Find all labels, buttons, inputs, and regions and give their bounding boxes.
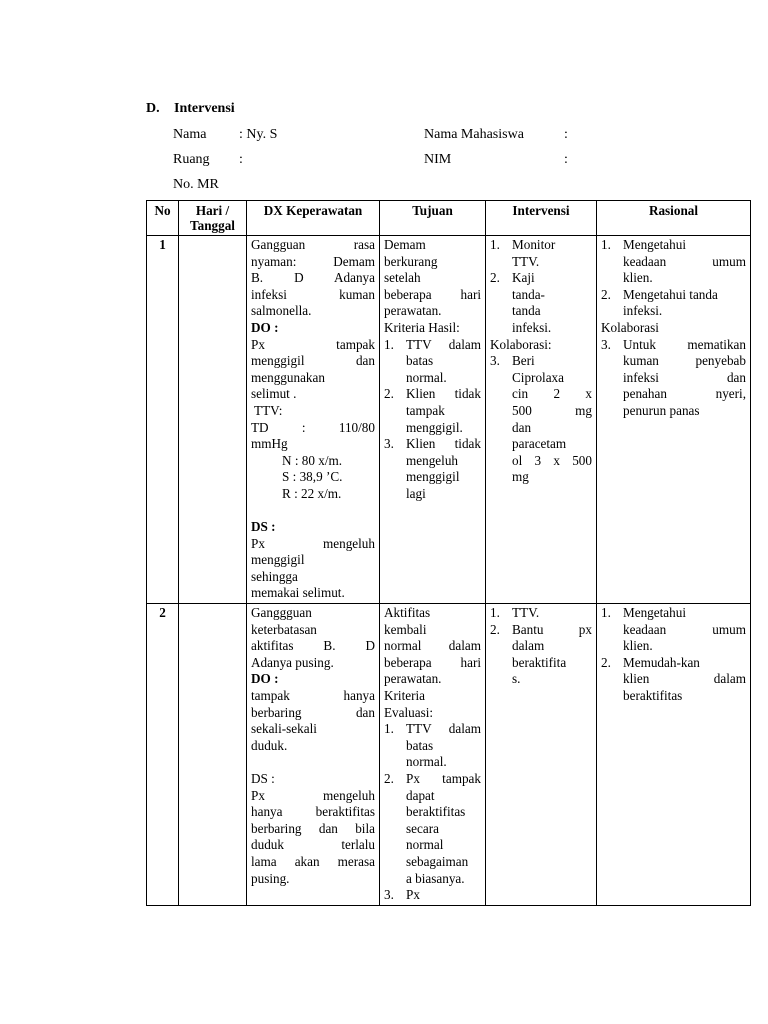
rasional-cell bbox=[597, 236, 751, 604]
list-line: menggigil bbox=[406, 469, 460, 485]
tujuan-line: normal dalam bbox=[384, 638, 481, 654]
table-row bbox=[147, 604, 751, 906]
dx-line: memakai selimut. bbox=[251, 585, 345, 601]
list-line: batas bbox=[406, 353, 434, 369]
dx-line: menggunakan bbox=[251, 369, 325, 385]
list-line: kuman penyebab bbox=[623, 353, 746, 369]
dx-line: berbaring dan bila bbox=[251, 820, 375, 836]
dx-line: Px mengeluh bbox=[251, 535, 375, 551]
list-line: infeksi dan bbox=[623, 369, 746, 385]
dx-line: Ganggguan bbox=[251, 605, 312, 621]
kriteria-list bbox=[384, 721, 481, 904]
list-marker: 1. bbox=[490, 605, 500, 621]
list-line: secara bbox=[406, 820, 439, 836]
list-line: sebagaiman bbox=[406, 853, 469, 869]
kriteria-list bbox=[384, 337, 481, 503]
tujuan-line: setelah bbox=[384, 270, 421, 286]
dx-line: TD : 110/80 bbox=[251, 419, 375, 435]
header-hari bbox=[179, 201, 247, 236]
list-line: beraktifitas bbox=[623, 688, 683, 704]
nim-label: NIM bbox=[424, 152, 452, 167]
list-marker: 1. bbox=[601, 237, 611, 252]
dx-line: duduk terlalu bbox=[251, 837, 375, 853]
list-line: Bantu px bbox=[512, 621, 592, 637]
tujuan-line: Kriteria bbox=[384, 688, 426, 704]
list-line: penahan nyeri, bbox=[623, 386, 746, 402]
dx-line: salmonella. bbox=[251, 303, 312, 319]
list-marker: 2. bbox=[490, 270, 500, 286]
list-item bbox=[384, 386, 481, 436]
tujuan-line: beberapa hari bbox=[384, 654, 481, 670]
list-line: Klien tidak bbox=[406, 386, 481, 402]
list-marker: 3. bbox=[601, 336, 611, 352]
header-hari-line-1: Hari / bbox=[195, 203, 230, 218]
tujuan-line: kembali bbox=[384, 621, 427, 637]
list-line: infeksi. bbox=[623, 303, 663, 319]
rasional-list-kolab bbox=[601, 337, 746, 420]
list-line: Px tampak bbox=[406, 771, 481, 786]
list-item bbox=[490, 353, 592, 486]
dx-line: aktifitas B. D bbox=[251, 638, 375, 654]
dx-line: TTV: bbox=[251, 402, 283, 418]
list-line: dapat bbox=[406, 787, 435, 803]
list-line: ol 3 x 500 bbox=[512, 452, 592, 468]
kolaborasi-label: Kolaborasi bbox=[601, 319, 659, 335]
tujuan-line: beberapa hari bbox=[384, 286, 481, 302]
list-line: beraktifita bbox=[512, 654, 567, 670]
nama-label: Nama bbox=[173, 127, 207, 142]
list-marker: 1. bbox=[384, 721, 394, 737]
list-line: TTV. bbox=[512, 605, 540, 621]
rasional-list bbox=[601, 605, 746, 705]
list-line: s. bbox=[512, 671, 521, 687]
list-line: penurun panas bbox=[623, 402, 700, 418]
list-line: normal. bbox=[406, 369, 447, 385]
tujuan-line: Kriteria Hasil: bbox=[384, 319, 460, 335]
dx-line: infeksi kuman bbox=[251, 286, 375, 302]
list-line: Memudah-kan bbox=[623, 654, 700, 670]
list-line: normal. bbox=[406, 754, 447, 770]
tujuan-line: berkurang bbox=[384, 253, 438, 269]
list-item bbox=[384, 887, 481, 904]
list-line: paracetam bbox=[512, 436, 567, 452]
table-row bbox=[147, 236, 751, 604]
section-heading bbox=[146, 101, 235, 118]
list-line: dalam bbox=[512, 638, 545, 654]
list-line: Kaji bbox=[512, 270, 535, 286]
list-marker: 2. bbox=[384, 386, 394, 402]
tujuan-line: Evaluasi: bbox=[384, 704, 434, 720]
dx-line: berbaring dan bbox=[251, 704, 375, 720]
list-marker: 3. bbox=[490, 353, 500, 369]
list-marker: 2. bbox=[384, 771, 394, 786]
list-line: tampak bbox=[406, 402, 445, 418]
mahasiswa-label: Nama Mahasiswa bbox=[424, 127, 524, 142]
dx-line: keterbatasan bbox=[251, 621, 317, 637]
table-header-row bbox=[147, 201, 751, 236]
list-marker: 2. bbox=[601, 286, 611, 302]
list-line: Klien tidak bbox=[406, 436, 481, 452]
list-marker: 3. bbox=[384, 436, 394, 452]
dx-do-label: DO : bbox=[251, 319, 279, 335]
list-line: menggigil. bbox=[406, 419, 463, 435]
intervensi-cell bbox=[486, 604, 597, 906]
list-line: TTV dalam bbox=[406, 336, 481, 352]
list-marker: 3. bbox=[384, 887, 394, 903]
dx-ds-label: DS : bbox=[251, 771, 275, 786]
nama-value: : Ny. S bbox=[239, 127, 278, 142]
dx-do-label: DO : bbox=[251, 671, 279, 687]
list-item bbox=[601, 237, 746, 287]
dx-ds-label: DS : bbox=[251, 519, 276, 535]
list-line: cin 2 x bbox=[512, 386, 592, 402]
list-item bbox=[601, 605, 746, 655]
dx-line: duduk. bbox=[251, 737, 288, 753]
dx-line: mmHg bbox=[251, 436, 288, 452]
mahasiswa-value: : bbox=[564, 127, 568, 142]
dx-vital-line: N : 80 x/m. bbox=[282, 452, 343, 468]
dx-line: menggigil bbox=[251, 552, 305, 568]
list-line: keadaan umum bbox=[623, 621, 746, 637]
kolaborasi-label: Kolaborasi: bbox=[490, 336, 552, 352]
rasional-list bbox=[601, 237, 746, 320]
list-line: Mengetahui bbox=[623, 605, 686, 621]
intervention-table bbox=[146, 200, 751, 906]
list-line: Mengetahui tanda bbox=[623, 286, 718, 302]
list-line: TTV dalam bbox=[406, 721, 481, 737]
intervensi-cell bbox=[486, 236, 597, 604]
spacer bbox=[251, 503, 375, 520]
tujuan-line: perawatan. bbox=[384, 303, 442, 319]
dx-vital-line: S : 38,9 ’C. bbox=[282, 469, 343, 485]
header-rasional: Rasional bbox=[597, 201, 751, 236]
list-line: Monitor bbox=[512, 237, 556, 252]
header-no: No bbox=[147, 201, 179, 236]
dx-vital-line: R : 22 x/m. bbox=[282, 485, 342, 501]
dx-cell bbox=[247, 604, 380, 906]
ruang-label: Ruang bbox=[173, 152, 210, 167]
row-number: 1 bbox=[147, 236, 179, 604]
intervensi-list bbox=[490, 605, 592, 688]
list-marker: 1. bbox=[490, 237, 500, 252]
tujuan-cell bbox=[380, 604, 486, 906]
list-line: tanda- bbox=[512, 286, 545, 302]
list-line: Beri bbox=[512, 353, 535, 369]
ruang-value: : bbox=[239, 152, 243, 167]
list-item bbox=[601, 337, 746, 420]
list-line: lagi bbox=[406, 485, 426, 501]
list-item bbox=[490, 270, 592, 336]
section-number: D. bbox=[146, 101, 160, 116]
intervensi-list bbox=[490, 237, 592, 337]
list-line: keadaan umum bbox=[623, 253, 746, 269]
spacer bbox=[251, 754, 375, 771]
list-line: Mengetahui bbox=[623, 237, 686, 252]
list-item bbox=[601, 287, 746, 320]
dx-line: B. D Adanya bbox=[251, 270, 375, 286]
list-line: TTV. bbox=[512, 253, 540, 269]
header-intervensi: Intervensi bbox=[486, 201, 597, 236]
list-line: mg bbox=[512, 469, 529, 485]
row-number: 2 bbox=[147, 604, 179, 906]
list-item bbox=[384, 436, 481, 502]
tujuan-line: perawatan. bbox=[384, 671, 442, 687]
dx-line: pusing. bbox=[251, 870, 290, 886]
list-marker: 2. bbox=[601, 654, 611, 670]
header-dx: DX Keperawatan bbox=[247, 201, 380, 236]
list-line: Untuk mematikan bbox=[623, 336, 746, 352]
rasional-cell bbox=[597, 604, 751, 906]
list-item bbox=[384, 337, 481, 387]
dx-line: sekali-sekali bbox=[251, 721, 317, 737]
dx-cell bbox=[247, 236, 380, 604]
dx-line: menggigil dan bbox=[251, 353, 375, 369]
list-marker: 2. bbox=[490, 621, 500, 637]
dx-line: nyaman: Demam bbox=[251, 253, 375, 269]
list-line: klien. bbox=[623, 270, 653, 286]
list-line: batas bbox=[406, 737, 434, 753]
list-line: infeksi. bbox=[512, 319, 552, 335]
list-line: a biasanya. bbox=[406, 870, 465, 886]
dx-line: selimut . bbox=[251, 386, 297, 402]
dx-line: sehingga bbox=[251, 568, 298, 584]
list-item bbox=[601, 655, 746, 705]
dx-line: tampak hanya bbox=[251, 688, 375, 704]
nomr-label: No. MR bbox=[173, 177, 219, 192]
header-tujuan: Tujuan bbox=[380, 201, 486, 236]
dx-line: Adanya pusing. bbox=[251, 654, 334, 670]
tujuan-line: Aktifitas bbox=[384, 605, 431, 621]
list-line: normal bbox=[406, 837, 444, 853]
list-line: klien dalam bbox=[623, 671, 746, 687]
section-title: Intervensi bbox=[174, 101, 235, 116]
list-item bbox=[490, 605, 592, 622]
list-line: beraktifitas bbox=[406, 804, 466, 820]
list-line: dan bbox=[512, 419, 532, 435]
dx-line: Gangguan rasa bbox=[251, 237, 375, 252]
list-item bbox=[490, 237, 592, 270]
dx-line: hanya beraktifitas bbox=[251, 804, 375, 820]
list-line: 500 mg bbox=[512, 402, 592, 418]
list-item bbox=[490, 622, 592, 688]
header-hari-line-2: Tanggal bbox=[190, 218, 235, 233]
hari-tanggal-cell bbox=[179, 604, 247, 906]
nim-value: : bbox=[564, 152, 568, 167]
list-item bbox=[384, 721, 481, 771]
tujuan-line: Demam bbox=[384, 237, 426, 252]
list-marker: 1. bbox=[601, 605, 611, 621]
list-line: Ciprolaxa bbox=[512, 369, 565, 385]
dx-line: Px mengeluh bbox=[251, 787, 375, 803]
list-line: mengeluh bbox=[406, 452, 459, 468]
intervensi-list-kolab bbox=[490, 353, 592, 486]
list-line: Px bbox=[406, 887, 420, 903]
dx-line: lama akan merasa bbox=[251, 853, 375, 869]
dx-line: Px tampak bbox=[251, 336, 375, 352]
hari-tanggal-cell bbox=[179, 236, 247, 604]
list-line: tanda bbox=[512, 303, 541, 319]
list-item bbox=[384, 771, 481, 887]
list-line: klien. bbox=[623, 638, 653, 654]
tujuan-cell bbox=[380, 236, 486, 604]
list-marker: 1. bbox=[384, 336, 394, 352]
